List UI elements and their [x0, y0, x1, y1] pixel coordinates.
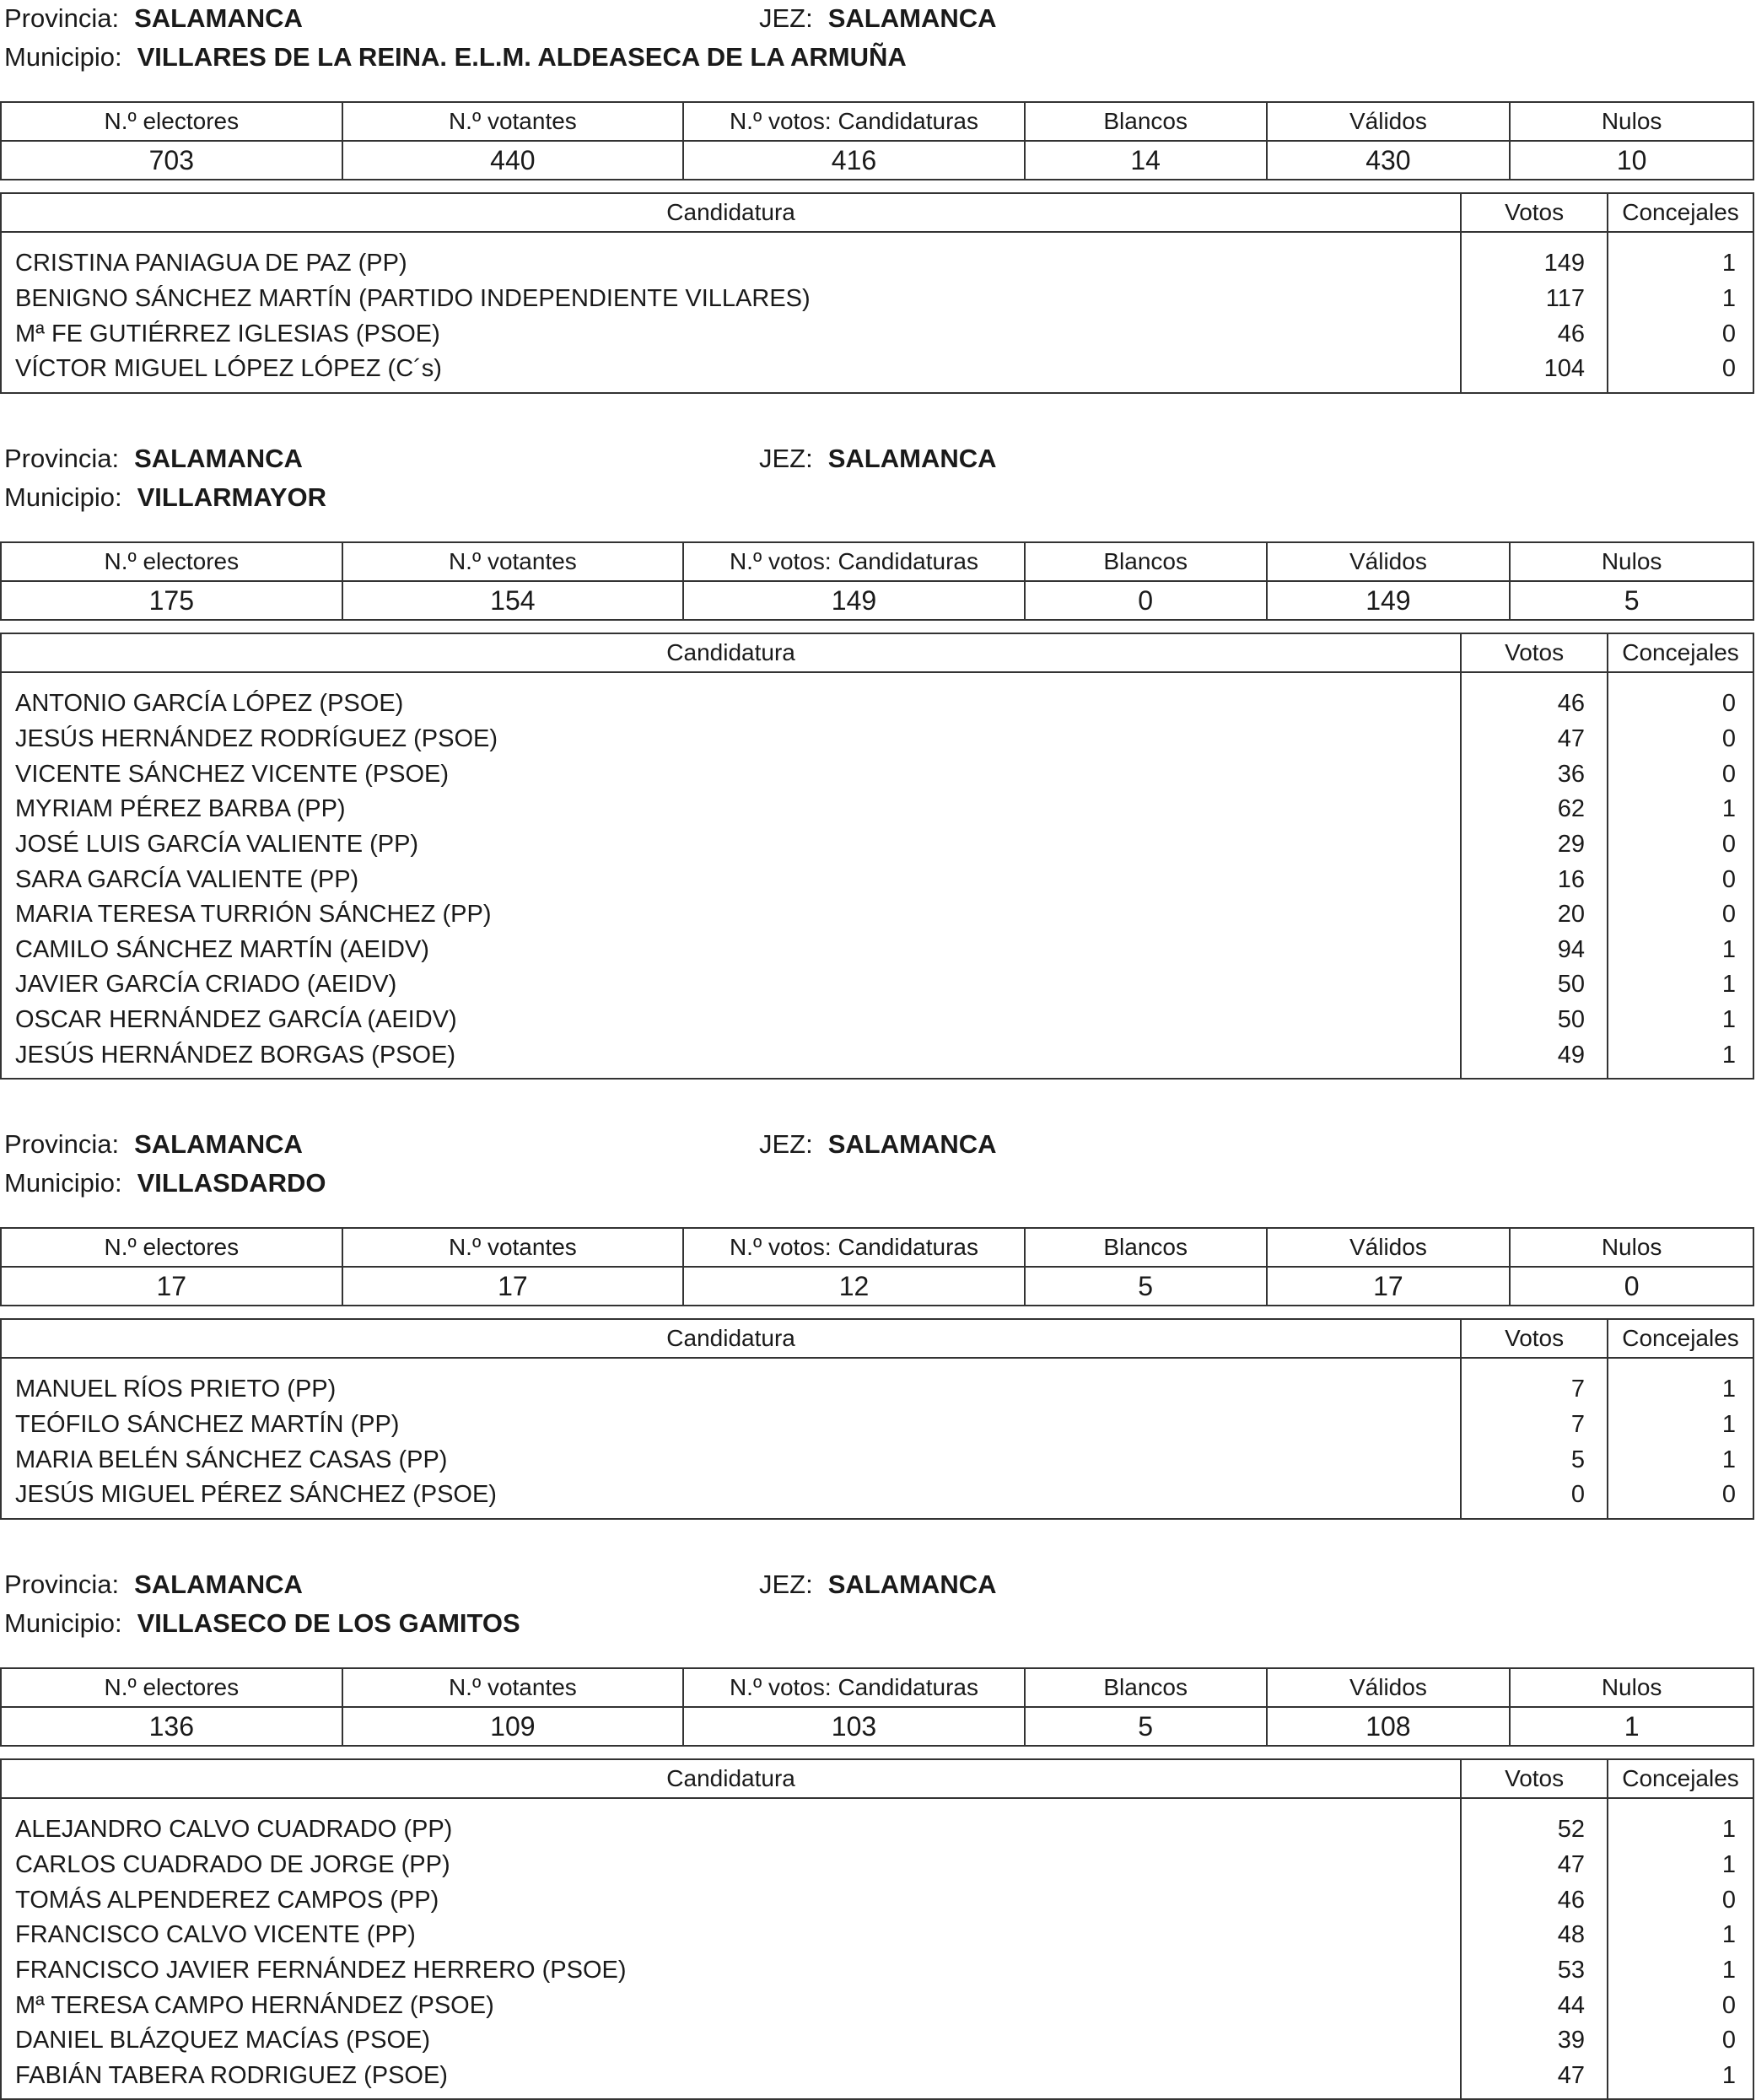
candidate-votes: 47: [1461, 722, 1608, 757]
candidates-table: [0, 1758, 1754, 2100]
candidate-councillors: 1: [1608, 2059, 1753, 2100]
candidate-name: MYRIAM PÉREZ BARBA (PP): [1, 792, 1461, 827]
summary-value: 109: [342, 1707, 684, 1746]
municipio-field: [4, 40, 907, 74]
municipio-field-value: VILLARES DE LA REINA. E.L.M. ALDEASECA DE LA ARMUÑA: [137, 42, 907, 72]
table-row: [1, 792, 1753, 827]
candidate-name: MANUEL RÍOS PRIETO (PP): [1, 1358, 1461, 1408]
summary-value: 103: [683, 1707, 1025, 1746]
candidate-votes: 7: [1461, 1358, 1608, 1408]
jez-field-value: SALAMANCA: [827, 444, 997, 473]
candidate-councillors: 0: [1608, 897, 1753, 933]
candidate-name: FRANCISCO CALVO VICENTE (PP): [1, 1918, 1461, 1953]
candidate-name: ALEJANDRO CALVO CUADRADO (PP): [1, 1798, 1461, 1848]
table-row: [1, 317, 1753, 353]
candidate-councillors: 1: [1608, 1408, 1753, 1443]
candidate-councillors: 0: [1608, 352, 1753, 393]
provincia-field: [4, 1128, 303, 1161]
candidate-votes: 104: [1461, 352, 1608, 393]
candidate-votes: 50: [1461, 1003, 1608, 1038]
candidate-name: FRANCISCO JAVIER FERNÁNDEZ HERRERO (PSOE): [1, 1953, 1461, 1989]
candidate-name: MARIA TERESA TURRIÓN SÁNCHEZ (PP): [1, 897, 1461, 933]
table-row: [1, 672, 1753, 722]
candidate-councillors: 1: [1608, 1358, 1753, 1408]
table-row: [1, 352, 1753, 393]
candidate-votes: 94: [1461, 933, 1608, 968]
summary-value: 5: [1025, 1267, 1267, 1306]
summary-header: N.º electores: [1, 102, 342, 141]
summary-header: Válidos: [1267, 542, 1511, 581]
provincia-field-label: Provincia:: [4, 1129, 120, 1159]
candidates-header: Votos: [1461, 1319, 1608, 1358]
candidate-votes: 48: [1461, 1918, 1608, 1953]
table-row: [1, 1848, 1753, 1883]
candidate-councillors: 0: [1608, 317, 1753, 353]
table-row: [1, 2059, 1753, 2100]
candidate-votes: 20: [1461, 897, 1608, 933]
summary-value: 430: [1267, 141, 1511, 180]
summary-value: 0: [1510, 1267, 1753, 1306]
summary-header: Válidos: [1267, 1668, 1511, 1707]
summary-header: N.º electores: [1, 1668, 342, 1707]
table-row: [1, 232, 1753, 282]
jez-field: [759, 1128, 997, 1161]
candidate-name: JOSÉ LUIS GARCÍA VALIENTE (PP): [1, 827, 1461, 863]
table-row: [1, 862, 1753, 897]
candidates-header: Concejales: [1608, 1759, 1753, 1798]
candidate-name: FABIÁN TABERA RODRIGUEZ (PSOE): [1, 2059, 1461, 2100]
provincia-field-label: Provincia:: [4, 3, 120, 33]
summary-header: N.º electores: [1, 542, 342, 581]
table-row: [1, 757, 1753, 793]
candidate-name: TOMÁS ALPENDEREZ CAMPOS (PP): [1, 1883, 1461, 1919]
candidate-name: BENIGNO SÁNCHEZ MARTÍN (PARTIDO INDEPENDIENTE VILLARES): [1, 282, 1461, 317]
municipio-field-label: Municipio:: [4, 1608, 122, 1638]
provincia-field-label: Provincia:: [4, 444, 120, 473]
candidate-votes: 53: [1461, 1953, 1608, 1989]
candidate-councillors: 1: [1608, 933, 1753, 968]
candidate-name: JESÚS MIGUEL PÉREZ SÁNCHEZ (PSOE): [1, 1478, 1461, 1519]
summary-table: [0, 1227, 1754, 1306]
summary-header: N.º votos: Candidaturas: [683, 542, 1025, 581]
candidate-name: TEÓFILO SÁNCHEZ MARTÍN (PP): [1, 1408, 1461, 1443]
municipio-field-label: Municipio:: [4, 42, 122, 72]
summary-value: 416: [683, 141, 1025, 180]
summary-table: [0, 541, 1754, 621]
candidate-votes: 7: [1461, 1408, 1608, 1443]
table-row: [1, 282, 1753, 317]
table-row: [1, 1883, 1753, 1919]
candidate-councillors: 1: [1608, 1443, 1753, 1478]
candidate-votes: 0: [1461, 1478, 1608, 1519]
jez-field-label: JEZ:: [759, 3, 813, 33]
summary-header: Blancos: [1025, 542, 1267, 581]
summary-header: N.º votos: Candidaturas: [683, 1228, 1025, 1267]
candidate-name: VÍCTOR MIGUEL LÓPEZ LÓPEZ (C´s): [1, 352, 1461, 393]
summary-value: 5: [1025, 1707, 1267, 1746]
provincia-field: [4, 1568, 303, 1602]
candidates-header: Candidatura: [1, 633, 1461, 672]
jez-field-value: SALAMANCA: [827, 1570, 997, 1599]
candidate-name: CARLOS CUADRADO DE JORGE (PP): [1, 1848, 1461, 1883]
summary-value: 10: [1510, 141, 1753, 180]
provincia-field: [4, 2, 303, 35]
summary-value: 5: [1510, 581, 1753, 620]
table-row: [1, 722, 1753, 757]
summary-header: N.º votantes: [342, 542, 684, 581]
candidate-name: OSCAR HERNÁNDEZ GARCÍA (AEIDV): [1, 1003, 1461, 1038]
summary-header: Nulos: [1510, 102, 1753, 141]
candidates-header: Concejales: [1608, 193, 1753, 232]
summary-value: 149: [1267, 581, 1511, 620]
candidate-votes: 46: [1461, 317, 1608, 353]
table-row: [1, 2023, 1753, 2059]
table-row: [1, 1918, 1753, 1953]
summary-header: N.º votantes: [342, 102, 684, 141]
provincia-field-value: SALAMANCA: [134, 1570, 303, 1599]
summary-value: 175: [1, 581, 342, 620]
summary-value: 0: [1025, 581, 1267, 620]
candidates-header: Concejales: [1608, 633, 1753, 672]
candidate-name: DANIEL BLÁZQUEZ MACÍAS (PSOE): [1, 2023, 1461, 2059]
candidate-votes: 50: [1461, 967, 1608, 1003]
table-row: [1, 1988, 1753, 2023]
summary-value: 1: [1510, 1707, 1753, 1746]
summary-header: Válidos: [1267, 1228, 1511, 1267]
jez-field: [759, 442, 997, 476]
candidate-votes: 16: [1461, 862, 1608, 897]
summary-value: 154: [342, 581, 684, 620]
candidate-councillors: 1: [1608, 1918, 1753, 1953]
summary-header: Blancos: [1025, 102, 1267, 141]
table-row: [1, 933, 1753, 968]
summary-header: Nulos: [1510, 1228, 1753, 1267]
jez-field-value: SALAMANCA: [827, 1129, 997, 1159]
candidate-votes: 46: [1461, 1883, 1608, 1919]
jez-field-label: JEZ:: [759, 444, 813, 473]
candidate-name: ANTONIO GARCÍA LÓPEZ (PSOE): [1, 672, 1461, 722]
candidate-councillors: 0: [1608, 672, 1753, 722]
candidate-votes: 62: [1461, 792, 1608, 827]
jez-field: [759, 1568, 997, 1602]
candidate-councillors: 1: [1608, 282, 1753, 317]
candidate-votes: 117: [1461, 282, 1608, 317]
candidate-votes: 49: [1461, 1037, 1608, 1079]
summary-header: N.º votantes: [342, 1228, 684, 1267]
summary-header: Nulos: [1510, 542, 1753, 581]
candidates-table: [0, 1318, 1754, 1520]
municipio-field: [4, 481, 326, 514]
candidates-header: Candidatura: [1, 193, 1461, 232]
summary-value: 12: [683, 1267, 1025, 1306]
summary-value: 17: [1267, 1267, 1511, 1306]
table-row: [1, 967, 1753, 1003]
summary-header: N.º electores: [1, 1228, 342, 1267]
provincia-field: [4, 442, 303, 476]
candidate-councillors: 0: [1608, 2023, 1753, 2059]
summary-table: [0, 101, 1754, 180]
summary-value: 108: [1267, 1707, 1511, 1746]
summary-header: N.º votos: Candidaturas: [683, 1668, 1025, 1707]
candidate-votes: 47: [1461, 1848, 1608, 1883]
candidate-name: Mª FE GUTIÉRREZ IGLESIAS (PSOE): [1, 317, 1461, 353]
candidate-councillors: 0: [1608, 1478, 1753, 1519]
jez-field-label: JEZ:: [759, 1570, 813, 1599]
candidate-name: CAMILO SÁNCHEZ MARTÍN (AEIDV): [1, 933, 1461, 968]
summary-value: 703: [1, 141, 342, 180]
municipio-field-label: Municipio:: [4, 1168, 122, 1198]
candidate-councillors: 1: [1608, 1003, 1753, 1038]
candidate-votes: 5: [1461, 1443, 1608, 1478]
candidate-name: SARA GARCÍA VALIENTE (PP): [1, 862, 1461, 897]
table-row: [1, 897, 1753, 933]
table-row: [1, 1478, 1753, 1519]
jez-field-value: SALAMANCA: [827, 3, 997, 33]
candidate-councillors: 0: [1608, 1988, 1753, 2023]
candidate-name: CRISTINA PANIAGUA DE PAZ (PP): [1, 232, 1461, 282]
candidate-name: Mª TERESA CAMPO HERNÁNDEZ (PSOE): [1, 1988, 1461, 2023]
candidates-header: Candidatura: [1, 1319, 1461, 1358]
table-row: [1, 1953, 1753, 1989]
table-row: [1, 1037, 1753, 1079]
summary-value: 17: [1, 1267, 342, 1306]
candidate-name: JESÚS HERNÁNDEZ BORGAS (PSOE): [1, 1037, 1461, 1079]
summary-header: Blancos: [1025, 1668, 1267, 1707]
table-row: [1, 1003, 1753, 1038]
candidate-councillors: 1: [1608, 1798, 1753, 1848]
provincia-field-label: Provincia:: [4, 1570, 120, 1599]
candidate-votes: 44: [1461, 1988, 1608, 2023]
table-row: [1, 827, 1753, 863]
candidate-councillors: 0: [1608, 862, 1753, 897]
candidate-name: MARIA BELÉN SÁNCHEZ CASAS (PP): [1, 1443, 1461, 1478]
candidate-councillors: 1: [1608, 1037, 1753, 1079]
candidates-header: Candidatura: [1, 1759, 1461, 1798]
candidate-votes: 149: [1461, 232, 1608, 282]
municipio-field: [4, 1607, 520, 1640]
candidate-name: JESÚS HERNÁNDEZ RODRÍGUEZ (PSOE): [1, 722, 1461, 757]
summary-header: Nulos: [1510, 1668, 1753, 1707]
candidate-councillors: 1: [1608, 232, 1753, 282]
summary-table: [0, 1667, 1754, 1747]
jez-field-label: JEZ:: [759, 1129, 813, 1159]
table-row: [1, 1408, 1753, 1443]
municipio-field-value: VILLASECO DE LOS GAMITOS: [137, 1608, 520, 1638]
summary-value: 17: [342, 1267, 684, 1306]
candidate-votes: 52: [1461, 1798, 1608, 1848]
jez-field: [759, 2, 997, 35]
summary-header: Válidos: [1267, 102, 1511, 141]
candidate-councillors: 0: [1608, 757, 1753, 793]
candidates-table: [0, 192, 1754, 394]
candidate-votes: 46: [1461, 672, 1608, 722]
candidate-councillors: 1: [1608, 1848, 1753, 1883]
municipio-field-value: VILLARMAYOR: [137, 482, 327, 512]
candidate-councillors: 1: [1608, 792, 1753, 827]
candidate-votes: 29: [1461, 827, 1608, 863]
candidate-votes: 36: [1461, 757, 1608, 793]
table-row: [1, 1443, 1753, 1478]
candidates-table: [0, 633, 1754, 1080]
candidate-councillors: 0: [1608, 1883, 1753, 1919]
table-row: [1, 1358, 1753, 1408]
candidate-councillors: 0: [1608, 722, 1753, 757]
candidate-name: VICENTE SÁNCHEZ VICENTE (PSOE): [1, 757, 1461, 793]
summary-value: 136: [1, 1707, 342, 1746]
candidates-header: Votos: [1461, 633, 1608, 672]
provincia-field-value: SALAMANCA: [134, 444, 303, 473]
summary-header: N.º votantes: [342, 1668, 684, 1707]
provincia-field-value: SALAMANCA: [134, 3, 303, 33]
summary-value: 440: [342, 141, 684, 180]
candidate-councillors: 0: [1608, 827, 1753, 863]
summary-header: Blancos: [1025, 1228, 1267, 1267]
municipio-field-value: VILLASDARDO: [137, 1168, 326, 1198]
summary-value: 149: [683, 581, 1025, 620]
summary-header: N.º votos: Candidaturas: [683, 102, 1025, 141]
candidate-councillors: 1: [1608, 967, 1753, 1003]
table-row: [1, 1798, 1753, 1848]
municipio-field-label: Municipio:: [4, 482, 122, 512]
summary-value: 14: [1025, 141, 1267, 180]
candidates-header: Votos: [1461, 193, 1608, 232]
candidate-councillors: 1: [1608, 1953, 1753, 1989]
candidate-votes: 47: [1461, 2059, 1608, 2100]
municipio-field: [4, 1166, 326, 1200]
candidate-name: JAVIER GARCÍA CRIADO (AEIDV): [1, 967, 1461, 1003]
candidate-votes: 39: [1461, 2023, 1608, 2059]
candidates-header: Votos: [1461, 1759, 1608, 1798]
provincia-field-value: SALAMANCA: [134, 1129, 303, 1159]
candidates-header: Concejales: [1608, 1319, 1753, 1358]
